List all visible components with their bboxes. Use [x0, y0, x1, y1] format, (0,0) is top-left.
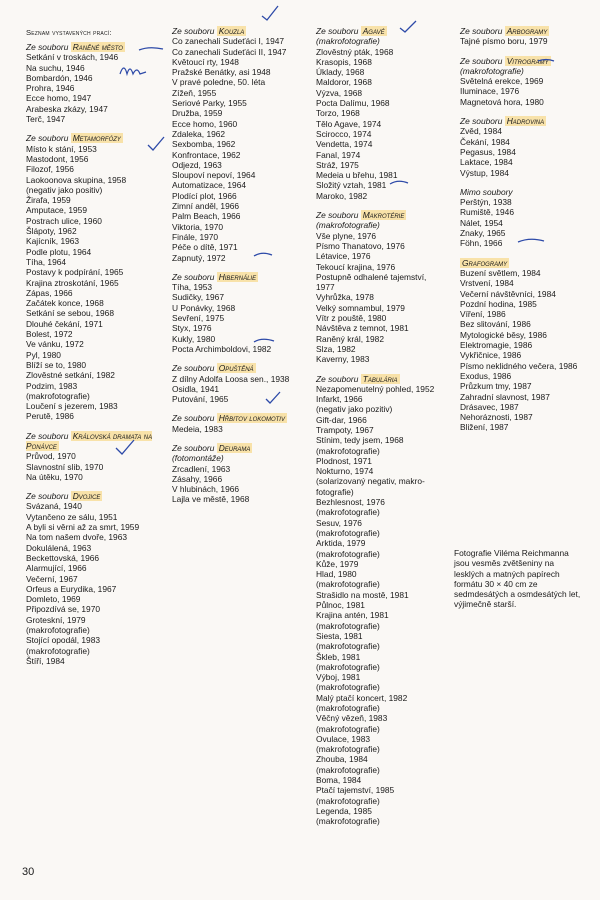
work-item: Arktida, 1979 — [316, 538, 366, 549]
work-item: Domleto, 1969 — [26, 594, 81, 605]
work-item: Infarkt, 1966 — [316, 394, 363, 405]
work-item: Průzkum tmy, 1987 — [460, 381, 532, 392]
group-name: Deurama — [218, 442, 251, 453]
work-item: (makrofotografie) — [316, 795, 380, 806]
group-title — [460, 56, 590, 66]
work-item: Zapnutý, 1972 — [172, 252, 226, 263]
work-item: Zdaleka, 1962 — [172, 128, 226, 139]
work-item: Pegasus, 1984 — [460, 146, 516, 157]
work-item: Trampoty, 1967 — [316, 424, 374, 435]
work-item: Znaky, 1965 — [460, 228, 506, 239]
work-item: Postavy k podpírání, 1965 — [26, 267, 124, 278]
work-item: Tajné písmo boru, 1979 — [460, 36, 548, 47]
work-item: Dokulálená, 1963 — [26, 542, 92, 553]
work-item: Zápas, 1966 — [26, 287, 73, 298]
work-item: Ecce homo, 1960 — [172, 118, 238, 129]
work-item: Arabeska zkázy, 1947 — [26, 103, 108, 114]
work-item: Štíří, 1984 — [26, 655, 65, 666]
work-item: Slza, 1982 — [316, 343, 356, 354]
work-item: Mytologické běsy, 1986 — [460, 329, 547, 340]
work-item: (negativ jako pozitiv) — [316, 404, 393, 415]
work-item: Loučení s jezerem, 1983 — [26, 401, 118, 412]
group-title — [26, 491, 166, 501]
heading: Seznam vystavených prací: — [26, 28, 112, 37]
group-subtitle: (fotomontáže) — [172, 453, 224, 464]
work-item: Zrcadlení, 1963 — [172, 463, 231, 474]
work-item: Zimní anděl, 1966 — [172, 201, 240, 212]
work-item: (makrofotografie) — [316, 548, 380, 559]
work-item: Gift-dar, 1966 — [316, 414, 367, 425]
work-group — [26, 133, 166, 421]
work-item: (makrofotografie) — [316, 661, 380, 672]
group-title — [460, 26, 590, 36]
work-item: Postupně odhalené tajemství, — [316, 271, 427, 282]
group-title — [316, 374, 456, 384]
work-item: Laokoonova skupina, 1958 — [26, 174, 127, 185]
group-title — [172, 363, 312, 373]
work-item: 1977 — [316, 282, 335, 293]
work-item: Tíha, 1964 — [26, 256, 67, 267]
work-item: Půlnoc, 1981 — [316, 600, 365, 611]
work-item: Květoucí rty, 1948 — [172, 56, 239, 67]
work-item: Sloupoví nepoví, 1964 — [172, 170, 256, 181]
work-item: Styx, 1976 — [172, 323, 212, 334]
work-item: Létavice, 1976 — [316, 251, 371, 262]
work-group — [460, 187, 590, 249]
group-name: Vitrogramy — [506, 55, 549, 66]
work-item: Úklady, 1968 — [316, 67, 365, 78]
work-item: Podle plotu, 1964 — [26, 246, 92, 257]
work-item: (solarizovaný negativ, makro- — [316, 476, 425, 487]
work-item: Večerní, 1967 — [26, 573, 78, 584]
work-item: Buzení světlem, 1984 — [460, 267, 541, 278]
work-item: Sesuv, 1976 — [316, 517, 362, 528]
work-item: Pocta Dalímu, 1968 — [316, 98, 390, 109]
work-item: (makrofotografie) — [26, 645, 90, 656]
work-item: Výboj, 1981 — [316, 672, 361, 683]
work-item: Sudičky, 1967 — [172, 292, 224, 303]
group-title — [460, 258, 590, 268]
work-item: Připozdívá se, 1970 — [26, 604, 101, 615]
work-group — [316, 210, 456, 364]
column-4 — [460, 26, 590, 442]
work-item: Bližení, 1987 — [460, 422, 509, 433]
group-prefix: Ze souboru — [460, 55, 503, 66]
work-group — [460, 56, 590, 107]
work-item: Kukly, 1980 — [172, 333, 216, 344]
work-item: Finále, 1970 — [172, 231, 219, 242]
column-2 — [172, 26, 312, 514]
work-item: Šklеb, 1981 — [316, 651, 361, 662]
work-item: Automatizace, 1964 — [172, 180, 247, 191]
work-item: (makrofotografie) — [316, 507, 380, 518]
group-name: Arbogramy — [506, 26, 548, 36]
work-item: Odjezd, 1963 — [172, 159, 222, 170]
work-item: Perutě, 1986 — [26, 411, 74, 422]
work-item: Nálet, 1954 — [460, 217, 503, 228]
work-item: (makrofotografie) — [316, 723, 380, 734]
work-item: Vše plyne, 1976 — [316, 230, 377, 241]
work-item: Boma, 1984 — [316, 775, 362, 786]
work-item: Alarmující, 1966 — [26, 563, 87, 574]
group-subtitle: (makrofotografie) — [316, 36, 380, 47]
work-item: Šlápoty, 1962 — [26, 226, 77, 237]
work-item: Tíha, 1953 — [172, 282, 213, 293]
work-item: Písmo neklidného večera, 1986 — [460, 360, 578, 371]
work-item: (negativ jako positiv) — [26, 184, 103, 195]
work-item: Pocta Archimboldovi, 1982 — [172, 343, 272, 354]
work-item: (makrofotografie) — [316, 641, 380, 652]
work-item: Elektromagie, 1986 — [460, 340, 533, 351]
work-item: Vytančeno ze sálu, 1951 — [26, 511, 118, 522]
work-group — [316, 26, 456, 201]
group-subtitle: (makrofotografie) — [316, 220, 380, 231]
work-group — [460, 26, 590, 47]
work-item: Prohra, 1946 — [26, 83, 75, 94]
work-item: Co zanechali Sudeťáci I, 1947 — [172, 36, 285, 47]
group-title — [172, 26, 312, 36]
group-prefix: Ze souboru — [460, 116, 503, 127]
group-title — [316, 210, 456, 220]
group-prefix: Ze souboru — [26, 133, 69, 144]
work-group — [26, 431, 166, 482]
work-item: Průvod, 1970 — [26, 451, 76, 462]
work-item: Legenda, 1985 — [316, 805, 372, 816]
work-item: Dlouhé čekání, 1971 — [26, 318, 103, 329]
work-item: Amputace, 1959 — [26, 205, 87, 216]
work-item: Zlověstné setkání, 1982 — [26, 370, 115, 381]
work-item: Torzo, 1968 — [316, 108, 360, 119]
work-item: Maroko, 1982 — [316, 190, 368, 201]
work-group — [26, 491, 166, 666]
work-item: Pražské Benátky, asi 1948 — [172, 67, 271, 78]
work-item: Co zanechali Sudeťáci II, 1947 — [172, 46, 287, 57]
work-item: Osidla, 1941 — [172, 383, 220, 394]
work-item: Vykřičnice, 1986 — [460, 350, 522, 361]
work-item: Tělo Agave, 1974 — [316, 118, 382, 129]
group-prefix: Ze souboru — [316, 26, 359, 36]
work-item: (makrofotografie) — [316, 764, 380, 775]
work-item: Věčný vězeň, 1983 — [316, 713, 388, 724]
work-item: fotografie) — [316, 486, 354, 497]
group-name: Kouzla — [218, 26, 245, 36]
group-name: Raněné město — [72, 42, 123, 52]
work-item: (makrofotografie) — [316, 703, 380, 713]
group-name: Agavé — [362, 26, 385, 36]
group-name: Metamorfózy — [72, 133, 121, 144]
group-prefix: Ze souboru — [172, 442, 215, 453]
work-item: Rumiště, 1946 — [460, 207, 514, 218]
work-item: Vendetta, 1974 — [316, 139, 373, 150]
group-subtitle: (makrofotografie) — [460, 65, 524, 76]
group-prefix: Ze souboru — [460, 26, 503, 36]
work-item: Krasopis, 1968 — [316, 56, 372, 67]
work-item: Velký somnambul, 1979 — [316, 302, 405, 313]
work-item: (makrofotografie) — [316, 620, 380, 631]
group-title — [172, 413, 312, 423]
work-group — [316, 374, 456, 827]
work-item: Beckettovská, 1966 — [26, 552, 100, 563]
work-item: Raněný král, 1982 — [316, 333, 384, 344]
group-name: Grafogramy — [462, 257, 508, 268]
work-item: Vítr z pouště, 1980 — [316, 313, 387, 324]
work-item: Föhn, 1966 — [460, 238, 503, 249]
work-item: Perštýn, 1938 — [460, 197, 512, 208]
group-prefix: Ze souboru — [172, 413, 215, 424]
work-item: Pyl, 1980 — [26, 349, 61, 360]
work-item: Palm Beach, 1966 — [172, 211, 241, 222]
work-group — [172, 272, 312, 354]
work-item: Slavnostní slib, 1970 — [26, 461, 104, 472]
work-item: U Ponávky, 1968 — [172, 302, 236, 313]
work-item: Zlověstný pták, 1968 — [316, 46, 394, 57]
work-item: Lajla ve městě, 1968 — [172, 494, 250, 505]
work-item: Žirafa, 1959 — [26, 195, 71, 206]
work-item: Medeia u břehu, 1981 — [316, 170, 398, 181]
group-name: Hibernálie — [218, 271, 257, 282]
work-item: Návštěva z temnot, 1981 — [316, 323, 409, 334]
work-item: Pozdní hodina, 1985 — [460, 298, 537, 309]
work-item: Ecce homo, 1947 — [26, 93, 92, 104]
work-item: Postrach ulice, 1960 — [26, 215, 102, 226]
group-prefix: Ze souboru — [316, 210, 359, 221]
work-item: Kajícník, 1963 — [26, 236, 80, 247]
work-item: (makrofotografie) — [26, 625, 90, 636]
column-3 — [316, 26, 456, 836]
work-item: Putování, 1965 — [172, 394, 229, 405]
work-item: V hlubinách, 1966 — [172, 484, 240, 495]
work-item: Výstup, 1984 — [460, 167, 509, 178]
work-item: Exodus, 1986 — [460, 370, 512, 381]
work-item: Drásavec, 1987 — [460, 401, 519, 412]
group-title — [460, 116, 590, 126]
work-item: Výzva, 1968 — [316, 87, 363, 98]
work-item: Zížeň, 1955 — [172, 87, 217, 98]
work-item: Bez slitování, 1986 — [460, 319, 531, 330]
work-item: Bolest, 1972 — [26, 329, 73, 340]
work-item: Bezhlesnost, 1976 — [316, 497, 385, 508]
group-title — [26, 431, 166, 452]
work-item: Filozof, 1956 — [26, 164, 74, 175]
work-item: Na útěku, 1970 — [26, 471, 83, 482]
work-item: Z dílny Adolfa Loosa sen., 1938 — [172, 373, 290, 384]
work-item: Družba, 1959 — [172, 108, 223, 119]
work-item: Kaverny, 1983 — [316, 354, 370, 365]
group-prefix: Ze souboru — [172, 271, 215, 282]
work-item: Stráž, 1975 — [316, 159, 359, 170]
work-item: Stojící opodál, 1983 — [26, 635, 101, 646]
work-item: Scirocco, 1974 — [316, 128, 372, 139]
work-item: Setkání v troskách, 1946 — [26, 52, 119, 63]
note-paragraph: Fotografie Viléma Reichmanna jsou vesměs zvětšeniny na lesklých a matných papírech formátu 30 × 40 cm ze sedmdesátých a osmdesátých let, výjimečně starší. — [454, 548, 581, 610]
work-item: Večerní návštěvníci, 1984 — [460, 288, 556, 299]
group-name: Makrotérie — [362, 210, 405, 221]
work-item: Nokturno, 1974 — [316, 466, 374, 477]
work-item: Plodící plot, 1966 — [172, 190, 237, 201]
group-title — [26, 42, 166, 52]
pen-check-mark-icon — [260, 4, 280, 22]
work-item: Kůže, 1979 — [316, 558, 359, 569]
work-item: Zvěd, 1984 — [460, 126, 502, 137]
work-item: (makrofotografie) — [316, 744, 380, 755]
work-group — [172, 443, 312, 505]
group-prefix: Ze souboru — [26, 42, 69, 52]
group-prefix: Ze souboru — [316, 373, 359, 384]
work-item: Ptačí tajemství, 1985 — [316, 785, 395, 796]
work-item: (makrofotografie) — [316, 527, 380, 538]
work-item: Na tom našem dvoře, 1963 — [26, 532, 128, 543]
work-item: Tekoucí krajina, 1976 — [316, 261, 396, 272]
work-item: Ve vánku, 1972 — [26, 339, 84, 350]
group-name: Mimo soubory — [460, 186, 513, 197]
work-item: Nezapomenutelný pohled, 1952 — [316, 383, 435, 394]
work-item: Orfeus a Eurydika, 1967 — [26, 583, 117, 594]
group-title — [172, 443, 312, 453]
column-1 — [26, 42, 166, 675]
work-group — [460, 258, 590, 433]
work-item: (makrofotografie) — [316, 445, 380, 456]
work-item: Místo k stání, 1953 — [26, 143, 97, 154]
group-name: Tabulária — [362, 373, 398, 384]
work-item: Bombardón, 1946 — [26, 72, 93, 83]
work-item: Medeia, 1983 — [172, 423, 223, 434]
group-prefix: Ze souboru — [26, 430, 69, 441]
work-item: (makrofotografie) — [316, 816, 380, 827]
work-item: Péče o dítě, 1971 — [172, 242, 238, 253]
work-item: V pravé poledne, 50. léta — [172, 77, 266, 88]
work-item: Zásahy, 1966 — [172, 473, 223, 484]
work-item: Čekání, 1984 — [460, 136, 510, 147]
work-item: Sexbomba, 1962 — [172, 139, 236, 150]
group-name: Opuštěná — [218, 363, 254, 374]
work-item: Písmo Thanatovo, 1976 — [316, 240, 405, 251]
work-item: Na suchu, 1946 — [26, 62, 85, 73]
group-title — [172, 272, 312, 282]
work-item: Hlad, 1980 — [316, 569, 357, 580]
work-item: Blíží se to, 1980 — [26, 359, 87, 370]
work-item: Stínim, tedy jsem, 1968 — [316, 435, 404, 446]
work-item: Maldoror, 1968 — [316, 77, 372, 88]
work-item: Nehoráznosti, 1987 — [460, 412, 533, 423]
work-item: Krajina ztroskotání, 1965 — [26, 277, 119, 288]
work-group — [460, 116, 590, 178]
group-title — [460, 187, 590, 197]
work-item: Světelná erekce, 1969 — [460, 76, 544, 87]
group-prefix: Ze souboru — [26, 491, 69, 502]
work-item: (makrofotografie) — [316, 682, 380, 693]
work-item: Siesta, 1981 — [316, 630, 363, 641]
work-item: Iluminace, 1976 — [460, 86, 520, 97]
work-item: Konfrontace, 1962 — [172, 149, 241, 160]
work-item: Zhouba, 1984 — [316, 754, 368, 765]
work-item: Fanal, 1974 — [316, 149, 361, 160]
work-group — [172, 413, 312, 434]
work-item: Vrstvení, 1984 — [460, 278, 514, 289]
work-item: Víření, 1986 — [460, 309, 506, 320]
work-item: Laktace, 1984 — [460, 157, 513, 168]
work-item: Začátek konce, 1968 — [26, 298, 104, 309]
work-item: Groteskní, 1979 — [26, 614, 86, 625]
group-name: Královská dramata na Ponávce — [26, 430, 153, 451]
work-item: Setkání se sebou, 1968 — [26, 308, 115, 319]
group-prefix: Ze souboru — [172, 26, 215, 36]
work-item: Svázaná, 1940 — [26, 501, 82, 512]
work-item: Zahradní slavnost, 1987 — [460, 391, 550, 402]
group-name: Hadrovina — [506, 116, 545, 127]
work-item: Terč, 1947 — [26, 114, 66, 125]
group-prefix: Ze souboru — [172, 363, 215, 374]
work-item: Malý ptačí koncert, 1982 — [316, 692, 408, 703]
work-item: Vyhrůžka, 1978 — [316, 292, 374, 303]
group-name: Dvojice — [72, 491, 101, 502]
work-item: Sevření, 1975 — [172, 313, 225, 324]
work-item: Krajina antén, 1981 — [316, 610, 389, 621]
group-title — [26, 133, 166, 143]
work-group — [26, 42, 166, 124]
work-item: Strašidlo na mostě, 1981 — [316, 589, 409, 600]
work-item: A byli si věrni až za smrt, 1959 — [26, 522, 140, 533]
work-item: Viktoria, 1970 — [172, 221, 224, 232]
work-item: Ovulace, 1983 — [316, 733, 371, 744]
work-item: (makrofotografie) — [316, 579, 380, 590]
work-item: Magnetová hora, 1980 — [460, 96, 544, 107]
work-item: Mastodont, 1956 — [26, 153, 89, 164]
group-name: Hřbitov lokomotiv — [218, 413, 285, 424]
work-item: Podzim, 1983 — [26, 380, 78, 391]
group-title — [316, 26, 456, 36]
work-item: Plodnost, 1971 — [316, 455, 372, 466]
work-item: Seriové Parky, 1955 — [172, 98, 247, 109]
work-group — [172, 363, 312, 404]
work-item: (makrofotografie) — [26, 390, 90, 401]
page-number: 30 — [22, 866, 35, 878]
work-item: Složitý vztah, 1981 — [316, 180, 387, 191]
work-group — [172, 26, 312, 263]
